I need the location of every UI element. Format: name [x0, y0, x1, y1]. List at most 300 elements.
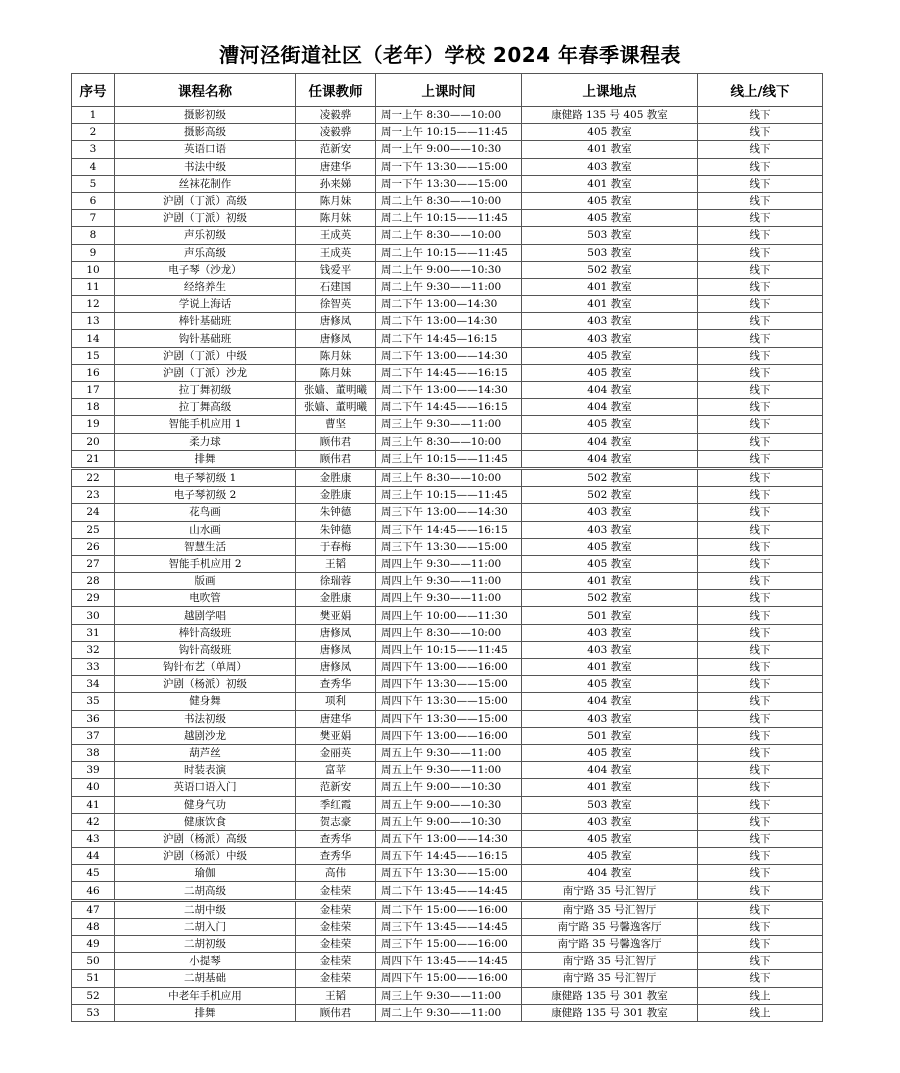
- cell-course-name: 钩针布艺（单周）: [115, 659, 296, 676]
- cell-teacher: 王成英: [296, 227, 376, 244]
- table-row: [72, 124, 823, 141]
- cell-course-name: 声乐高级: [115, 244, 296, 261]
- cell-index: 14: [72, 330, 115, 347]
- cell-mode: 线下: [698, 953, 823, 970]
- cell-location: 403 教室: [522, 624, 698, 641]
- cell-location: 502 教室: [522, 487, 698, 504]
- cell-time: 周二下午 13:00——14:30: [376, 347, 522, 364]
- cell-mode: 线下: [698, 192, 823, 209]
- cell-time: 周四上午 9:30——11:00: [376, 555, 522, 572]
- cell-time: 周二下午 13:00—14:30: [376, 313, 522, 330]
- cell-location: 405 教室: [522, 364, 698, 381]
- cell-mode: 线下: [698, 124, 823, 141]
- cell-location: 403 教室: [522, 641, 698, 658]
- cell-course-name: 葫芦丝: [115, 744, 296, 761]
- cell-index: 13: [72, 313, 115, 330]
- cell-index: 12: [72, 296, 115, 313]
- cell-index: 2: [72, 124, 115, 141]
- cell-teacher: 季红霞: [296, 796, 376, 813]
- cell-location: 503 教室: [522, 244, 698, 261]
- cell-course-name: 二胡基础: [115, 970, 296, 987]
- cell-course-name: 二胡入门: [115, 918, 296, 935]
- cell-time: 周二下午 15:00——16:00: [376, 900, 522, 918]
- cell-index: 6: [72, 192, 115, 209]
- cell-course-name: 二胡中级: [115, 900, 296, 918]
- cell-location: 403 教室: [522, 813, 698, 830]
- cell-course-name: 排舞: [115, 1004, 296, 1021]
- cell-course-name: 沪剧（杨派）高级: [115, 830, 296, 847]
- table-row: [72, 659, 823, 676]
- cell-index: 35: [72, 693, 115, 710]
- cell-time: 周四下午 13:30——15:00: [376, 710, 522, 727]
- cell-location: 404 教室: [522, 865, 698, 882]
- cell-mode: 线下: [698, 450, 823, 468]
- cell-teacher: 张嫱、董明曦: [296, 399, 376, 416]
- cell-teacher: 王韬: [296, 555, 376, 572]
- cell-location: 401 教室: [522, 278, 698, 295]
- cell-index: 48: [72, 918, 115, 935]
- cell-index: 43: [72, 830, 115, 847]
- cell-mode: 线下: [698, 779, 823, 796]
- cell-index: 52: [72, 987, 115, 1004]
- cell-time: 周四下午 15:00——16:00: [376, 970, 522, 987]
- table-row: [72, 573, 823, 590]
- cell-time: 周四下午 13:30——15:00: [376, 693, 522, 710]
- cell-course-name: 瑜伽: [115, 865, 296, 882]
- table-row: [72, 538, 823, 555]
- cell-index: 15: [72, 347, 115, 364]
- cell-teacher: 金桂荣: [296, 882, 376, 900]
- cell-course-name: 钩针基础班: [115, 330, 296, 347]
- cell-course-name: 智能手机应用 2: [115, 555, 296, 572]
- cell-course-name: 沪剧（丁派）沙龙: [115, 364, 296, 381]
- cell-index: 1: [72, 107, 115, 124]
- cell-teacher: 石建国: [296, 278, 376, 295]
- table-row: [72, 848, 823, 865]
- cell-mode: 线下: [698, 624, 823, 641]
- cell-teacher: 唐修凤: [296, 659, 376, 676]
- cell-course-name: 智慧生活: [115, 538, 296, 555]
- table-row: [72, 970, 823, 987]
- cell-teacher: 唐修凤: [296, 330, 376, 347]
- cell-time: 周五上午 9:30——11:00: [376, 762, 522, 779]
- cell-location: 405 教室: [522, 555, 698, 572]
- cell-time: 周二下午 14:45——16:15: [376, 364, 522, 381]
- cell-index: 51: [72, 970, 115, 987]
- table-row: [72, 813, 823, 830]
- cell-course-name: 电子琴初级 2: [115, 487, 296, 504]
- cell-index: 24: [72, 504, 115, 521]
- cell-location: 401 教室: [522, 659, 698, 676]
- table-row: [72, 347, 823, 364]
- cell-mode: 线下: [698, 865, 823, 882]
- cell-mode: 线下: [698, 813, 823, 830]
- table-row: [72, 710, 823, 727]
- cell-mode: 线下: [698, 573, 823, 590]
- cell-index: 40: [72, 779, 115, 796]
- cell-teacher: 范新安: [296, 141, 376, 158]
- cell-mode: 线下: [698, 504, 823, 521]
- cell-time: 周三上午 9:30——11:00: [376, 987, 522, 1004]
- table-row: [72, 468, 823, 486]
- cell-course-name: 声乐初级: [115, 227, 296, 244]
- table-row: [72, 779, 823, 796]
- cell-index: 23: [72, 487, 115, 504]
- table-row: [72, 953, 823, 970]
- table-row: [72, 313, 823, 330]
- cell-teacher: 金桂荣: [296, 900, 376, 918]
- cell-time: 周四下午 13:00——16:00: [376, 659, 522, 676]
- cell-course-name: 英语口语: [115, 141, 296, 158]
- cell-teacher: 顾伟君: [296, 433, 376, 450]
- cell-location: 405 教室: [522, 124, 698, 141]
- cell-teacher: 唐建华: [296, 158, 376, 175]
- cell-index: 4: [72, 158, 115, 175]
- cell-teacher: 金胜康: [296, 487, 376, 504]
- cell-course-name: 拉丁舞高级: [115, 399, 296, 416]
- cell-index: 18: [72, 399, 115, 416]
- cell-teacher: 陈月妹: [296, 210, 376, 227]
- cell-time: 周四上午 10:00——11:30: [376, 607, 522, 624]
- cell-teacher: 钱爱平: [296, 261, 376, 278]
- cell-index: 49: [72, 936, 115, 953]
- table-row: [72, 504, 823, 521]
- cell-location: 401 教室: [522, 779, 698, 796]
- cell-mode: 线下: [698, 762, 823, 779]
- cell-time: 周四上午 10:15——11:45: [376, 641, 522, 658]
- cell-index: 53: [72, 1004, 115, 1021]
- cell-mode: 线下: [698, 210, 823, 227]
- page-title: 漕河泾街道社区（老年）学校 2024 年春季课程表: [218, 43, 682, 67]
- cell-course-name: 排舞: [115, 450, 296, 468]
- cell-location: 康健路 135 号 405 教室: [522, 107, 698, 124]
- cell-course-name: 山水画: [115, 521, 296, 538]
- table-row: [72, 399, 823, 416]
- cell-location: 康健路 135 号 301 教室: [522, 1004, 698, 1021]
- cell-location: 康健路 135 号 301 教室: [522, 987, 698, 1004]
- cell-mode: 线下: [698, 382, 823, 399]
- table-row: [72, 693, 823, 710]
- cell-teacher: 顾伟君: [296, 1004, 376, 1021]
- cell-course-name: 小提琴: [115, 953, 296, 970]
- cell-course-name: 二胡高级: [115, 882, 296, 900]
- cell-location: 403 教室: [522, 158, 698, 175]
- cell-time: 周一上午 8:30——10:00: [376, 107, 522, 124]
- table-row: [72, 1004, 823, 1021]
- table-row: [72, 830, 823, 847]
- cell-course-name: 摄影初级: [115, 107, 296, 124]
- cell-teacher: 孙来娣: [296, 175, 376, 192]
- cell-index: 16: [72, 364, 115, 381]
- table-row: [72, 330, 823, 347]
- cell-time: 周五下午 13:00——14:30: [376, 830, 522, 847]
- cell-location: 南宁路 35 号汇智厅: [522, 953, 698, 970]
- cell-location: 南宁路 35 号汇智厅: [522, 970, 698, 987]
- cell-mode: 线下: [698, 676, 823, 693]
- cell-time: 周一上午 9:00——10:30: [376, 141, 522, 158]
- cell-index: 11: [72, 278, 115, 295]
- cell-index: 17: [72, 382, 115, 399]
- cell-location: 403 教室: [522, 504, 698, 521]
- cell-location: 501 教室: [522, 607, 698, 624]
- cell-time: 周二上午 8:30——10:00: [376, 227, 522, 244]
- cell-teacher: 徐瑞蓉: [296, 573, 376, 590]
- table-row: [72, 590, 823, 607]
- cell-mode: 线下: [698, 227, 823, 244]
- cell-course-name: 智能手机应用 1: [115, 416, 296, 433]
- cell-teacher: 唐修凤: [296, 624, 376, 641]
- cell-course-name: 棒针高级班: [115, 624, 296, 641]
- cell-time: 周三下午 14:45——16:15: [376, 521, 522, 538]
- cell-index: 22: [72, 468, 115, 486]
- cell-course-name: 花鸟画: [115, 504, 296, 521]
- cell-index: 31: [72, 624, 115, 641]
- table-row: [72, 210, 823, 227]
- header-course-name: 课程名称: [115, 74, 296, 107]
- table-row: [72, 192, 823, 209]
- cell-index: 29: [72, 590, 115, 607]
- table-row: [72, 676, 823, 693]
- cell-mode: 线下: [698, 918, 823, 935]
- table-row: [72, 918, 823, 935]
- cell-time: 周一下午 13:30——15:00: [376, 175, 522, 192]
- cell-mode: 线下: [698, 278, 823, 295]
- cell-course-name: 版画: [115, 573, 296, 590]
- cell-course-name: 柔力球: [115, 433, 296, 450]
- cell-course-name: 学说上海话: [115, 296, 296, 313]
- cell-teacher: 项利: [296, 693, 376, 710]
- cell-location: 503 教室: [522, 796, 698, 813]
- cell-course-name: 电子琴（沙龙）: [115, 261, 296, 278]
- cell-time: 周五下午 13:30——15:00: [376, 865, 522, 882]
- cell-mode: 线下: [698, 693, 823, 710]
- table-row: [72, 244, 823, 261]
- cell-mode: 线下: [698, 261, 823, 278]
- cell-time: 周一上午 10:15——11:45: [376, 124, 522, 141]
- cell-index: 45: [72, 865, 115, 882]
- cell-teacher: 查秀华: [296, 848, 376, 865]
- table-row: [72, 624, 823, 641]
- table-row: [72, 936, 823, 953]
- cell-teacher: 唐建华: [296, 710, 376, 727]
- cell-location: 403 教室: [522, 330, 698, 347]
- cell-index: 8: [72, 227, 115, 244]
- cell-location: 405 教室: [522, 347, 698, 364]
- course-schedule-table: [71, 73, 823, 1022]
- cell-mode: 线下: [698, 107, 823, 124]
- cell-location: 南宁路 35 号汇智厅: [522, 882, 698, 900]
- cell-index: 36: [72, 710, 115, 727]
- cell-location: 403 教室: [522, 313, 698, 330]
- cell-location: 502 教室: [522, 590, 698, 607]
- header-location: 上课地点: [522, 74, 698, 107]
- cell-time: 周一下午 13:30——15:00: [376, 158, 522, 175]
- cell-teacher: 陈月妹: [296, 347, 376, 364]
- table-row: [72, 278, 823, 295]
- cell-teacher: 凌毅骅: [296, 124, 376, 141]
- cell-time: 周五上午 9:00——10:30: [376, 796, 522, 813]
- cell-location: 404 教室: [522, 450, 698, 468]
- cell-location: 401 教室: [522, 296, 698, 313]
- cell-index: 25: [72, 521, 115, 538]
- header-mode: 线上/线下: [698, 74, 823, 107]
- table-header-row: [72, 74, 823, 107]
- cell-index: 26: [72, 538, 115, 555]
- cell-course-name: 拉丁舞初级: [115, 382, 296, 399]
- cell-teacher: 查秀华: [296, 676, 376, 693]
- cell-index: 27: [72, 555, 115, 572]
- cell-time: 周二上午 9:30——11:00: [376, 278, 522, 295]
- cell-location: 403 教室: [522, 521, 698, 538]
- cell-course-name: 书法初级: [115, 710, 296, 727]
- table-row: [72, 521, 823, 538]
- cell-teacher: 顾伟君: [296, 450, 376, 468]
- cell-course-name: 沪剧（杨派）中级: [115, 848, 296, 865]
- cell-mode: 线下: [698, 727, 823, 744]
- cell-teacher: 凌毅骅: [296, 107, 376, 124]
- cell-course-name: 中老年手机应用: [115, 987, 296, 1004]
- table-row: [72, 107, 823, 124]
- cell-mode: 线下: [698, 244, 823, 261]
- cell-course-name: 电子琴初级 1: [115, 468, 296, 486]
- cell-mode: 线上: [698, 987, 823, 1004]
- cell-location: 405 教室: [522, 538, 698, 555]
- table-row: [72, 433, 823, 450]
- cell-time: 周四上午 9:30——11:00: [376, 573, 522, 590]
- cell-index: 30: [72, 607, 115, 624]
- cell-location: 501 教室: [522, 727, 698, 744]
- cell-mode: 线下: [698, 607, 823, 624]
- cell-index: 47: [72, 900, 115, 918]
- cell-teacher: 金桂荣: [296, 918, 376, 935]
- cell-teacher: 王韬: [296, 987, 376, 1004]
- cell-time: 周三下午 13:45——14:45: [376, 918, 522, 935]
- cell-teacher: 金胜康: [296, 468, 376, 486]
- cell-teacher: 王成英: [296, 244, 376, 261]
- cell-index: 28: [72, 573, 115, 590]
- table-row: [72, 450, 823, 468]
- cell-index: 3: [72, 141, 115, 158]
- cell-time: 周二下午 13:00—14:30: [376, 296, 522, 313]
- table-row: [72, 641, 823, 658]
- cell-location: 405 教室: [522, 210, 698, 227]
- cell-teacher: 曹坚: [296, 416, 376, 433]
- cell-mode: 线下: [698, 330, 823, 347]
- cell-mode: 线下: [698, 364, 823, 381]
- cell-time: 周二下午 14:45——16:15: [376, 399, 522, 416]
- cell-index: 10: [72, 261, 115, 278]
- cell-teacher: 金桂荣: [296, 970, 376, 987]
- cell-mode: 线下: [698, 848, 823, 865]
- cell-index: 20: [72, 433, 115, 450]
- cell-teacher: 范新安: [296, 779, 376, 796]
- cell-time: 周二上午 10:15——11:45: [376, 244, 522, 261]
- cell-teacher: 金桂荣: [296, 953, 376, 970]
- cell-course-name: 沪剧（杨派）初级: [115, 676, 296, 693]
- cell-time: 周五上午 9:30——11:00: [376, 744, 522, 761]
- cell-index: 38: [72, 744, 115, 761]
- cell-index: 46: [72, 882, 115, 900]
- cell-time: 周四上午 8:30——10:00: [376, 624, 522, 641]
- cell-time: 周四下午 13:00——16:00: [376, 727, 522, 744]
- cell-mode: 线下: [698, 830, 823, 847]
- cell-time: 周二上午 10:15——11:45: [376, 210, 522, 227]
- cell-teacher: 查秀华: [296, 830, 376, 847]
- cell-mode: 线下: [698, 433, 823, 450]
- cell-course-name: 钩针高级班: [115, 641, 296, 658]
- cell-course-name: 沪剧（丁派）初级: [115, 210, 296, 227]
- cell-course-name: 二胡初级: [115, 936, 296, 953]
- header-teacher: 任课教师: [296, 74, 376, 107]
- table-row: [72, 882, 823, 900]
- cell-location: 404 教室: [522, 382, 698, 399]
- cell-location: 503 教室: [522, 227, 698, 244]
- cell-teacher: 徐智英: [296, 296, 376, 313]
- cell-teacher: 朱钟德: [296, 504, 376, 521]
- cell-mode: 线下: [698, 744, 823, 761]
- cell-index: 32: [72, 641, 115, 658]
- cell-mode: 线下: [698, 175, 823, 192]
- cell-mode: 线下: [698, 158, 823, 175]
- cell-mode: 线下: [698, 936, 823, 953]
- cell-time: 周四下午 13:30——15:00: [376, 676, 522, 693]
- table-row: [72, 607, 823, 624]
- cell-location: 405 教室: [522, 192, 698, 209]
- table-row: [72, 141, 823, 158]
- cell-teacher: 高伟: [296, 865, 376, 882]
- cell-time: 周五下午 14:45——16:15: [376, 848, 522, 865]
- table-row: [72, 158, 823, 175]
- cell-mode: 线下: [698, 347, 823, 364]
- cell-teacher: 樊亚娟: [296, 727, 376, 744]
- table-row: [72, 382, 823, 399]
- table-row: [72, 416, 823, 433]
- cell-course-name: 经络养生: [115, 278, 296, 295]
- cell-location: 401 教室: [522, 141, 698, 158]
- cell-course-name: 越剧沙龙: [115, 727, 296, 744]
- cell-teacher: 唐修凤: [296, 313, 376, 330]
- cell-location: 405 教室: [522, 848, 698, 865]
- cell-index: 41: [72, 796, 115, 813]
- cell-index: 19: [72, 416, 115, 433]
- cell-location: 南宁路 35 号汇智厅: [522, 900, 698, 918]
- cell-teacher: 贺志豪: [296, 813, 376, 830]
- cell-location: 401 教室: [522, 175, 698, 192]
- cell-teacher: 唐修凤: [296, 641, 376, 658]
- cell-course-name: 电吹管: [115, 590, 296, 607]
- cell-course-name: 健身气功: [115, 796, 296, 813]
- cell-location: 405 教室: [522, 830, 698, 847]
- cell-time: 周五上午 9:00——10:30: [376, 779, 522, 796]
- table-row: [72, 487, 823, 504]
- cell-time: 周三下午 13:00——14:30: [376, 504, 522, 521]
- cell-teacher: 于春梅: [296, 538, 376, 555]
- cell-mode: 线下: [698, 521, 823, 538]
- cell-course-name: 越剧学唱: [115, 607, 296, 624]
- cell-mode: 线下: [698, 296, 823, 313]
- table-row: [72, 796, 823, 813]
- cell-index: 34: [72, 676, 115, 693]
- cell-course-name: 丝袜花制作: [115, 175, 296, 192]
- cell-index: 39: [72, 762, 115, 779]
- cell-mode: 线上: [698, 1004, 823, 1021]
- cell-index: 42: [72, 813, 115, 830]
- cell-mode: 线下: [698, 659, 823, 676]
- cell-location: 404 教室: [522, 762, 698, 779]
- cell-mode: 线下: [698, 710, 823, 727]
- cell-teacher: 陈月妹: [296, 364, 376, 381]
- cell-time: 周五上午 9:00——10:30: [376, 813, 522, 830]
